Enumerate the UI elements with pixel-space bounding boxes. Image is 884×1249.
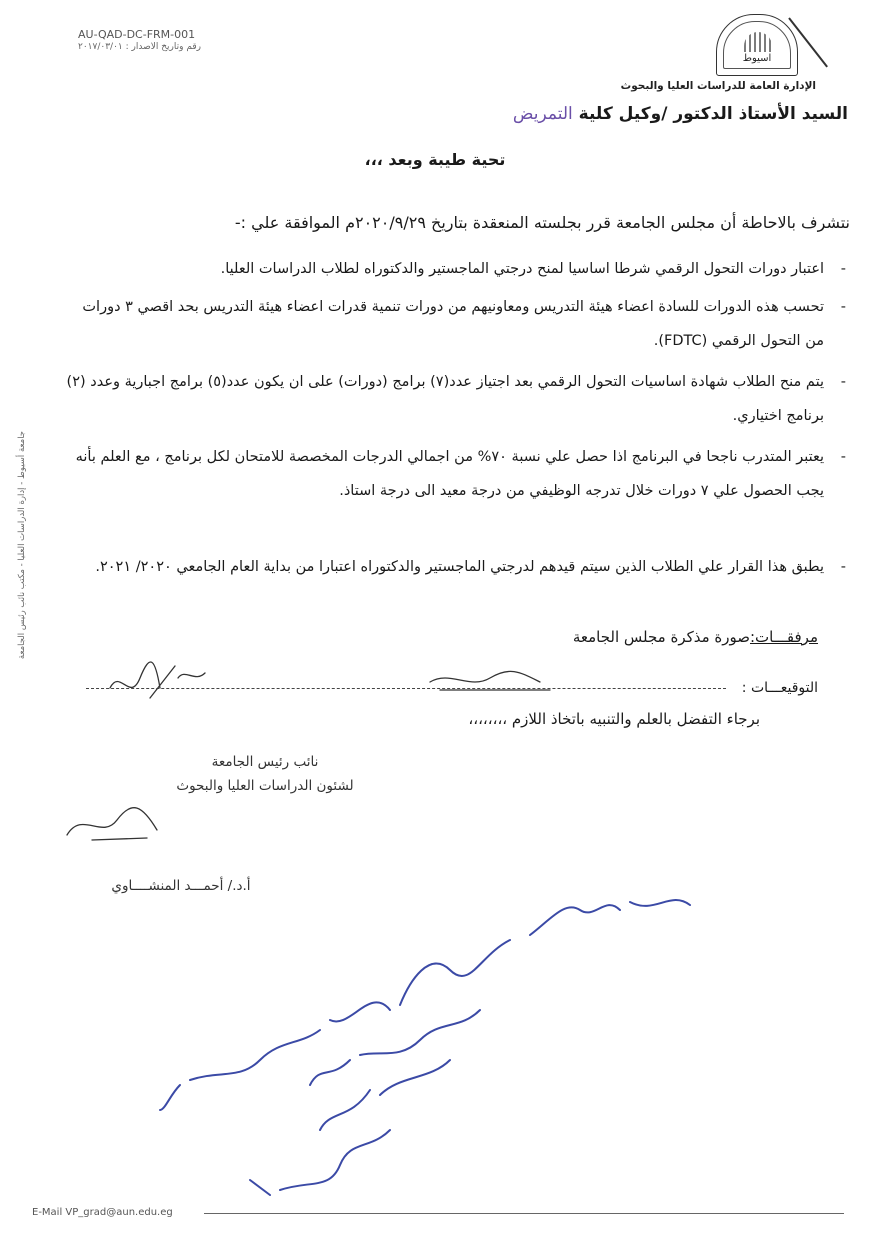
request-line: برجاء التفضل بالعلم والتنبيه باتخاذ اللازم ،،،،،،،، — [468, 710, 760, 728]
attachments — [500, 628, 818, 646]
department-name: الإدارة العامة للدراسات العليا والبحوث — [620, 80, 816, 92]
bullet-item-3 — [64, 365, 846, 433]
issue-date: رقم وتاريخ الاصدار : ٢٠١٧/٠٣/٠١ — [78, 42, 201, 52]
bullet-item-2 — [64, 290, 846, 358]
footer-email: E-Mail VP_grad@aun.edu.eg — [32, 1207, 173, 1218]
bullet-text-5: يطبق هذا القرار علي الطلاب الذين سيتم قيدهم لدرجتي الماجستير والدكتوراه اعتبارا من بداية العام الجامعي ٢٠٢٠/ ٢٠٢١. — [95, 559, 824, 575]
logo-frame — [723, 21, 791, 69]
signature-scribble-left — [100, 648, 220, 708]
bullet-text-4: يعتبر المتدرب ناجحا في البرنامج اذا حصل علي نسبة ٧٠% من اجمالي الدرجات المخصصة للامتحان لكل برنامج ، مع العلم بأنه يجب الحصول علي ٧ دورات خلال تدرجه الوظيفي من درجة معيد الى درجة استاذ. — [75, 449, 824, 499]
footer-line — [204, 1213, 844, 1214]
official-title-2: لشئون الدراسات العليا والبحوث — [176, 778, 354, 794]
attachments-value: صورة مذكرة مجلس الجامعة — [572, 628, 750, 646]
university-logo — [716, 14, 798, 76]
official-name: أ.د./ أحمـــد المنشــــاوي — [111, 878, 251, 894]
bullet-item-5 — [64, 550, 846, 584]
bullet-dash: - — [840, 299, 846, 315]
signatures-label: التوقيعـــات : — [741, 680, 818, 696]
bullet-text-3: يتم منح الطلاب شهادة اساسيات التحول الرقمي بعد اجتياز عدد(٧) برامج (دورات) على ان يكون عدد(٥) برامج اجبارية وعدد (٢) برنامج اختياري. — [66, 374, 824, 424]
bullet-dash: - — [840, 449, 846, 465]
official-signature — [62, 800, 172, 850]
addressee — [420, 104, 848, 124]
form-code: AU-QAD-DC-FRM-001 — [78, 28, 196, 41]
bullet-text-1: اعتبار دورات التحول الرقمي شرطا اساسيا لمنح درجتي الماجستير والدكتوراه لطلاب الدراسات العليا. — [220, 261, 824, 277]
attachments-label: مرفقـــات: — [750, 628, 818, 646]
addressee-title: السيد الأستاذ الدكتور /وكيل كلية — [578, 104, 848, 124]
intro-paragraph: نتشرف بالاحاطة أن مجلس الجامعة قرر بجلسته المنعقدة بتاريخ ٢٠٢٠/٩/٢٩م الموافقة علي :- — [234, 213, 850, 232]
logo-sun-icon — [744, 32, 772, 52]
bullet-dash: - — [840, 374, 846, 390]
bullet-dash: - — [840, 261, 846, 277]
greeting: تحية طيبة وبعد ،،، — [364, 150, 506, 169]
bullet-item-4 — [64, 440, 846, 508]
signature-scribble-right — [420, 660, 560, 700]
official-title-1: نائب رئيس الجامعة — [211, 754, 319, 770]
bullet-dash: - — [840, 559, 846, 575]
addressee-faculty: التمريض — [512, 104, 573, 124]
logo-text: اسيوط — [742, 53, 772, 64]
bullet-item-1 — [64, 252, 846, 286]
side-stamp: جامعة أسيوط - إدارة الدراسات العليا - مكتب نائب رئيس الجامعة — [17, 430, 27, 660]
handwritten-annotation — [150, 880, 740, 1200]
bullet-text-2: تحسب هذه الدورات للسادة اعضاء هيئة التدريس ومعاونيهم من دورات تنمية قدرات اعضاء هيئة التدريس بحد اقصي ٣ دورات من التحول الرقمي (FDTC). — [82, 299, 824, 349]
